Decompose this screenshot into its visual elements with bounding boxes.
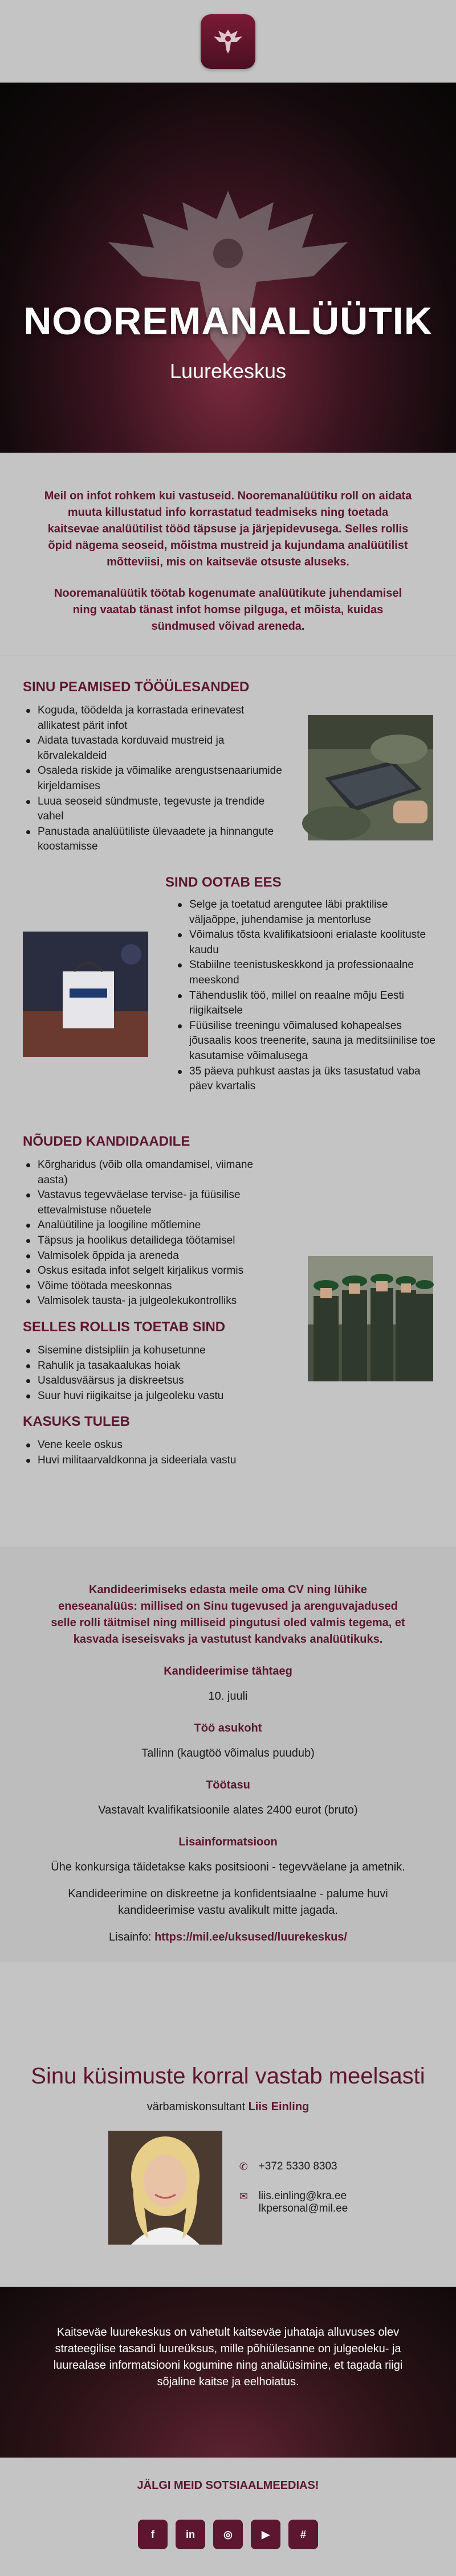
list-item: 35 päeva puhkust aastas ja üks tasustatud vaba päev kvartalis (174, 1064, 437, 1094)
soldiers-photo (308, 1256, 433, 1381)
luurekeskus-logo[interactable] (201, 14, 255, 69)
list-item: Füüsilise treeningu võimalused kohapealses jõusaalis koos treenerite, sauna ja meditsiinilise toe kasutamise võimalusega (174, 1019, 437, 1064)
email-address[interactable]: liis.einling@kra.ee (258, 2190, 347, 2202)
social-section (0, 2458, 456, 2576)
info-text: Kandideerimine on diskreetne ja konfidentsiaalne - palume huvi kandideerimise vastu avalikult mitte jagada. (68, 1888, 388, 1917)
about-text: Kaitseväe luurekeskus on vahetult kaitseväe juhataja alluvuses olev strateegilise tasandi luureüksus, mille põhiülesanne on julgeoleku- ja luurealase informatsiooni kogumine ning analüüsimine, et tagada riigi sõjaline kaitse ja eelhoiatus. (53, 2326, 403, 2388)
hashtag-icon[interactable]: # (288, 2520, 318, 2549)
list-item: Koguda, töödelda ja korrastada erinevatest allikatest pärit infot (23, 703, 285, 733)
logo-bar (0, 0, 456, 83)
contact-details (239, 2160, 348, 2215)
social-title: JÄLGI MEID SOTSIAALMEEDIAS! (137, 2479, 319, 2492)
instagram-icon[interactable]: ◎ (213, 2520, 243, 2549)
offer-title: SIND OOTAB EES (165, 875, 282, 890)
list-item: Stabiilne teenistuskeskkond ja professionaalne meeskond (174, 958, 437, 988)
phone-icon: ✆ (239, 2161, 248, 2172)
salary-label: Töötasu (206, 1779, 250, 1791)
page-subtitle: Luurekeskus (169, 359, 287, 383)
about-banner (0, 2287, 456, 2458)
requirements-section (0, 1134, 456, 1547)
more-info-link[interactable]: https://mil.ee/uksused/luurekeskus/ (154, 1931, 347, 1943)
requirements-title: NÕUDED KANDIDAADILE (23, 1134, 190, 1149)
list-item: Usaldusväärsus ja diskreetsus (23, 1373, 285, 1389)
support-title: SELLES ROLLIS TOETAB SIND (23, 1319, 226, 1335)
advantage-title: KASUKS TULEB (23, 1414, 131, 1430)
application-lead: Kandideerimiseks edasta meile oma CV ning lühike eneseanalüüs: millised on Sinu tugevused ja arenguvajadused selle rolli täitmisel ning milliseid pingutusi oled valmis tegema, et kasvada iseseisvaks ja vastutust kandvaks analüütikuks. (51, 1584, 405, 1646)
eagle-icon (208, 22, 248, 61)
more-info-prefix: Lisainfo: (109, 1931, 155, 1943)
hero-banner (0, 83, 456, 453)
advantage-list (23, 1438, 285, 1468)
gift-bag-photo (23, 932, 148, 1057)
contact-body (0, 2131, 456, 2245)
list-item: Sisemine distsipliin ja kohusetunne (23, 1343, 285, 1359)
contact-section (0, 1962, 456, 2287)
contact-title: Sinu küsimuste korral vastab meelsasti (31, 2064, 425, 2089)
support-list (23, 1343, 285, 1404)
page-title: NOOREMANALÜÜTIK (23, 300, 433, 343)
list-item: Luua seoseid sündmuste, tegevuste ja trendide vahel (23, 794, 285, 825)
email-address[interactable]: lkpersonal@mil.ee (258, 2202, 348, 2214)
list-item: Kõrgharidus (võib olla omandamisel, viimane aasta) (23, 1158, 285, 1188)
list-item: Analüütiline ja loogiline mõtlemine (23, 1218, 285, 1233)
offer-list (174, 897, 437, 1094)
list-item: Võime töötada meeskonnas (23, 1279, 285, 1294)
list-item: Valmisolek õppida ja areneda (23, 1249, 285, 1264)
list-item: Vastavus tegevväelase tervise- ja füüsilise ettevalmistuse nõuetele (23, 1188, 285, 1218)
list-item: Võimalus tõsta kvalifikatsiooni erialaste koolituste kaudu (174, 928, 437, 958)
envelope-icon: ✉ (239, 2191, 248, 2202)
salary-value: Vastavalt kvalifikatsioonile alates 2400 eurot (bruto) (98, 1804, 358, 1816)
facebook-icon[interactable]: f (138, 2520, 168, 2549)
location-value: Tallinn (kaugtöö võimalus puudub) (141, 1747, 315, 1759)
list-item: Osaleda riskide ja võimalike arengustsenaariumide kirjeldamises (23, 764, 285, 794)
duties-section (0, 655, 456, 875)
duties-list (23, 703, 285, 855)
offer-section (0, 875, 456, 1134)
duties-title: SINU PEAMISED TÖÖÜLESANDED (23, 679, 250, 695)
consultant-role: värbamiskonsultant (146, 2101, 249, 2113)
social-links (0, 2520, 456, 2549)
info-label: Lisainformatsioon (178, 1836, 278, 1848)
list-item: Vene keele oskus (23, 1438, 285, 1453)
location-label: Töö asukoht (194, 1722, 262, 1734)
email-row[interactable] (239, 2190, 348, 2215)
intro-paragraph: Nooremanalüütik töötab kogenumate analüütikute juhendamisel ning vaatab tänast infot homse pilguga, et mõista, kuidas sündmused võivad areneda. (54, 587, 402, 633)
intro (0, 453, 456, 655)
list-item: Täpsus ja hoolikus detailidega töötamisel (23, 1233, 285, 1249)
linkedin-icon[interactable]: in (176, 2520, 205, 2549)
phone-row[interactable] (239, 2160, 348, 2173)
intro-paragraph: Meil on infot rohkem kui vastuseid. Nooremanalüütiku roll on aidata muuta killustatud info korrastatud teadmiseks ning toetada kaitsevae analüütilist tööd täpsuse ja järjepidevusega. Selles rollis õpid nägema seoseid, mõistma mustreid ja kujundama analüütilist mõtteviisi, mis on kaitseväe otsuste aluseks. (44, 490, 412, 568)
consultant-line (0, 2101, 456, 2114)
requirements-list (23, 1158, 285, 1309)
consultant-name: Liis Einling (248, 2101, 310, 2113)
youtube-icon[interactable]: ▶ (251, 2520, 280, 2549)
list-item: Aidata tuvastada korduvaid mustreid ja kõrvalekaldeid (23, 733, 285, 764)
deadline-value: 10. juuli (208, 1690, 248, 1703)
list-item: Panustada analüütiliste ülevaadete ja hinnangute koostamisse (23, 825, 285, 855)
list-item: Selge ja toetatud arengutee läbi praktilise väljaõppe, juhendamise ja mentorluse (174, 897, 437, 928)
list-item: Valmisolek tausta- ja julgeolekukontrolliks (23, 1294, 285, 1309)
list-item: Tähenduslik töö, millel on reaalne mõju Eesti riigikaitsele (174, 988, 437, 1019)
deadline-label: Kandideerimise tähtaeg (164, 1665, 292, 1677)
list-item: Oskus esitada infot selgelt kirjalikus vormis (23, 1264, 285, 1279)
avatar (108, 2131, 222, 2245)
info-text: Ühe konkursiga täidetakse kaks positsiooni - tegevväelane ja ametnik. (51, 1861, 405, 1873)
laptop-photo (308, 715, 433, 840)
application-section (0, 1547, 456, 1962)
list-item: Suur huvi riigikaitse ja julgeoleku vastu (23, 1389, 285, 1404)
list-item: Huvi militaarvaldkonna ja sideeriala vastu (23, 1453, 285, 1469)
list-item: Rahulik ja tasakaalukas hoiak (23, 1359, 285, 1374)
more-info (34, 1929, 422, 1946)
phone-number[interactable]: +372 5330 8303 (258, 2160, 337, 2172)
